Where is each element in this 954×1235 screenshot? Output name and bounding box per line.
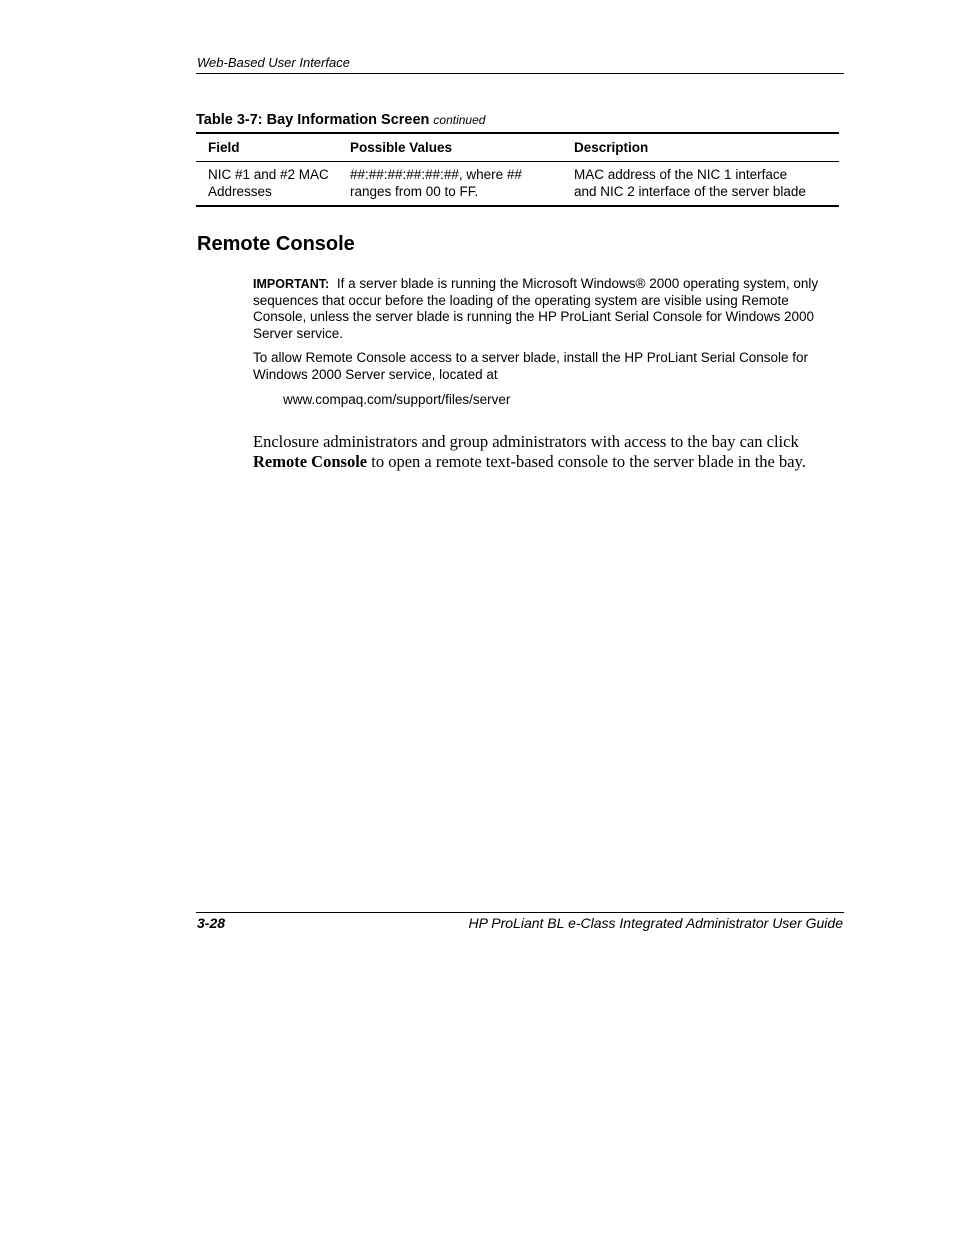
footer-rule [196, 912, 844, 913]
cell-values-line: ranges from 00 to FF. [350, 183, 479, 199]
bay-information-table [196, 132, 839, 207]
table-header-row [196, 134, 839, 162]
column-header-description: Description [574, 140, 649, 155]
important-note [253, 276, 845, 343]
table-caption [196, 112, 485, 128]
table-row [196, 162, 839, 205]
page-number: 3-28 [197, 915, 226, 931]
table-caption-title: Table 3-7: Bay Information Screen [196, 112, 430, 128]
book-title: HP ProLiant BL e-Class Integrated Administrator User Guide [468, 915, 843, 931]
section-heading: Remote Console [197, 233, 355, 255]
cell-field-line: NIC #1 and #2 MAC [208, 167, 329, 182]
important-text: If a server blade is running the Microsoft Windows® 2000 operating system, only sequences that occur before the loading of the operating system are visible using Remote Console, unless the server blade is running the HP ProLiant Serial Console for Windows 2000 Server service. [253, 276, 819, 342]
header-rule [196, 73, 844, 74]
cell-field-line: Addresses [208, 183, 272, 199]
remote-console-term: Remote Console [253, 451, 368, 471]
column-header-possible-values: Possible Values [350, 140, 453, 155]
cell-desc-line: MAC address of the NIC 1 interface [574, 167, 788, 182]
body-text-after: to open a remote text-based console to the server blade in the bay. [371, 451, 806, 471]
support-url: www.compaq.com/support/files/server [283, 392, 511, 407]
table-caption-continued: continued [433, 113, 486, 127]
column-header-field: Field [208, 140, 240, 155]
cell-possible-values [350, 162, 574, 205]
cell-desc-line: and NIC 2 interface of the server blade [574, 183, 806, 199]
running-header: Web-Based User Interface [197, 55, 350, 70]
install-instructions: To allow Remote Console access to a server blade, install the HP ProLiant Serial Console for Windows 2000 Server service, located at [253, 350, 809, 382]
body-text-before: Enclosure administrators and group administrators with access to the bay can click [253, 432, 799, 451]
cell-field [196, 162, 350, 205]
important-label: IMPORTANT: [253, 277, 330, 291]
cell-description [574, 162, 839, 205]
cell-values-line: ##:##:##:##:##:##, where ## [350, 167, 522, 182]
body-paragraph [253, 432, 853, 471]
